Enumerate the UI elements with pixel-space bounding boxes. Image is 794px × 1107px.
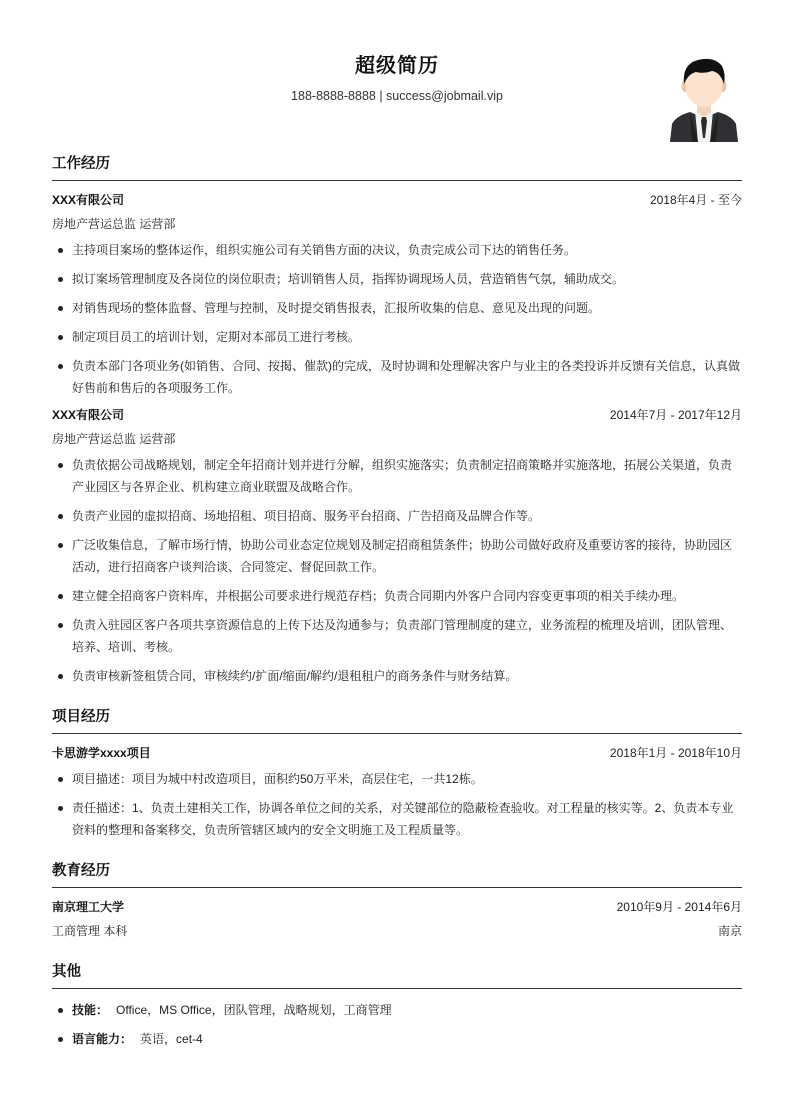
date-range: 2014年7月 - 2017年12月 xyxy=(609,408,742,422)
list-item xyxy=(52,999,742,1021)
contact-info: 188-8888-8888 | success@jobmail.vip xyxy=(291,89,503,103)
duty-list xyxy=(52,239,742,399)
avatar-illustration xyxy=(668,54,740,142)
list-item: 责任描述：1、负责土建相关工作，协调各单位之间的关系，对关键部位的隐蔽检查验收。对工程量的核实等。2、负责本专业资料的整理和备案移交，负责所管辖区域内的安全文明施工及工程质量等。 xyxy=(52,797,742,841)
candidate-name: 超级简历 xyxy=(355,55,439,77)
project-entry xyxy=(52,742,742,841)
section-title-project: 项目经历 xyxy=(52,705,742,734)
other-list xyxy=(52,999,742,1050)
language-label: 语言能力： xyxy=(72,1032,133,1046)
list-item: 拟订案场管理制度及各岗位的岗位职责；培训销售人员，指挥协调现场人员，营造销售气氛，辅助成交。 xyxy=(52,268,742,290)
language-value: 英语，cet-4 xyxy=(140,1032,203,1046)
project-detail-list xyxy=(52,768,742,841)
section-title-other: 其他 xyxy=(52,960,742,989)
work-entry xyxy=(52,189,742,399)
date-range: 2018年1月 - 2018年10月 xyxy=(609,746,742,760)
list-item: 负责本部门各项业务(如销售、合同、按揭、催款)的完成，及时协调和处理解决客户与业主的各类投诉并反馈有关信息，认真做好售前和售后的各项服务工作。 xyxy=(52,355,742,399)
list-item: 主持项目案场的整体运作，组织实施公司有关销售方面的决议，负责完成公司下达的销售任务。 xyxy=(52,239,742,261)
list-item: 广泛收集信息，了解市场行情，协助公司业态定位规划及制定招商租赁条件；协助公司做好政府及重要访客的接待，协助园区活动，进行招商客户谈判洽谈、合同签定、督促回款工作。 xyxy=(52,534,742,578)
resume-content xyxy=(52,152,742,1057)
education-entry xyxy=(52,896,742,942)
date-range: 2010年9月 - 2014年6月 xyxy=(616,900,742,914)
school-name: 南京理工大学 xyxy=(52,900,125,914)
company-name: XXX有限公司 xyxy=(52,408,125,422)
work-entry xyxy=(52,404,742,687)
section-title-work: 工作经历 xyxy=(52,152,742,181)
skills-label: 技能： xyxy=(72,1003,109,1017)
avatar-photo xyxy=(668,54,740,142)
list-item: 制定项目员工的培训计划，定期对本部员工进行考核。 xyxy=(52,326,742,348)
list-item: 建立健全招商客户资料库，并根据公司要求进行规范存档；负责合同期内外客户合同内容变更事项的相关手续办理。 xyxy=(52,585,742,607)
skills-value: Office，MS Office，团队管理，战略规划，工商管理 xyxy=(116,1003,392,1017)
list-item: 项目描述：项目为城中村改造项目，面积约50万平米，高层住宅，一共12栋。 xyxy=(52,768,742,790)
duty-list xyxy=(52,454,742,687)
job-title: 房地产营运总监 运营部 xyxy=(52,217,176,231)
list-item: 负责审核新签租赁合同，审核续约/扩面/缩面/解约/退租租户的商务条件与财务结算。 xyxy=(52,665,742,687)
list-item: 负责入驻园区客户各项共享资源信息的上传下达及沟通参与；负责部门管理制度的建立，业务流程的梳理及培训，团队管理、培养、培训、考核。 xyxy=(52,614,742,658)
project-name: 卡思游学xxxx项目 xyxy=(52,746,151,760)
section-title-education: 教育经历 xyxy=(52,859,742,888)
list-item: 负责产业园的虚拟招商、场地招租、项目招商、服务平台招商、广告招商及品牌合作等。 xyxy=(52,505,742,527)
company-name: XXX有限公司 xyxy=(52,193,125,207)
list-item: 负责依据公司战略规划，制定全年招商计划并进行分解，组织实施落实；负责制定招商策略并实施落地，拓展公关渠道，负责产业园区与各界企业、机构建立商业联盟及战略合作。 xyxy=(52,454,742,498)
degree: 工商管理 本科 xyxy=(52,924,128,938)
list-item: 对销售现场的整体监督、管理与控制，及时提交销售报表，汇报所收集的信息、意见及出现的问题。 xyxy=(52,297,742,319)
job-title: 房地产营运总监 运营部 xyxy=(52,432,176,446)
date-range: 2018年4月 - 至今 xyxy=(649,193,742,207)
school-location: 南京 xyxy=(717,924,742,938)
list-item xyxy=(52,1028,742,1050)
